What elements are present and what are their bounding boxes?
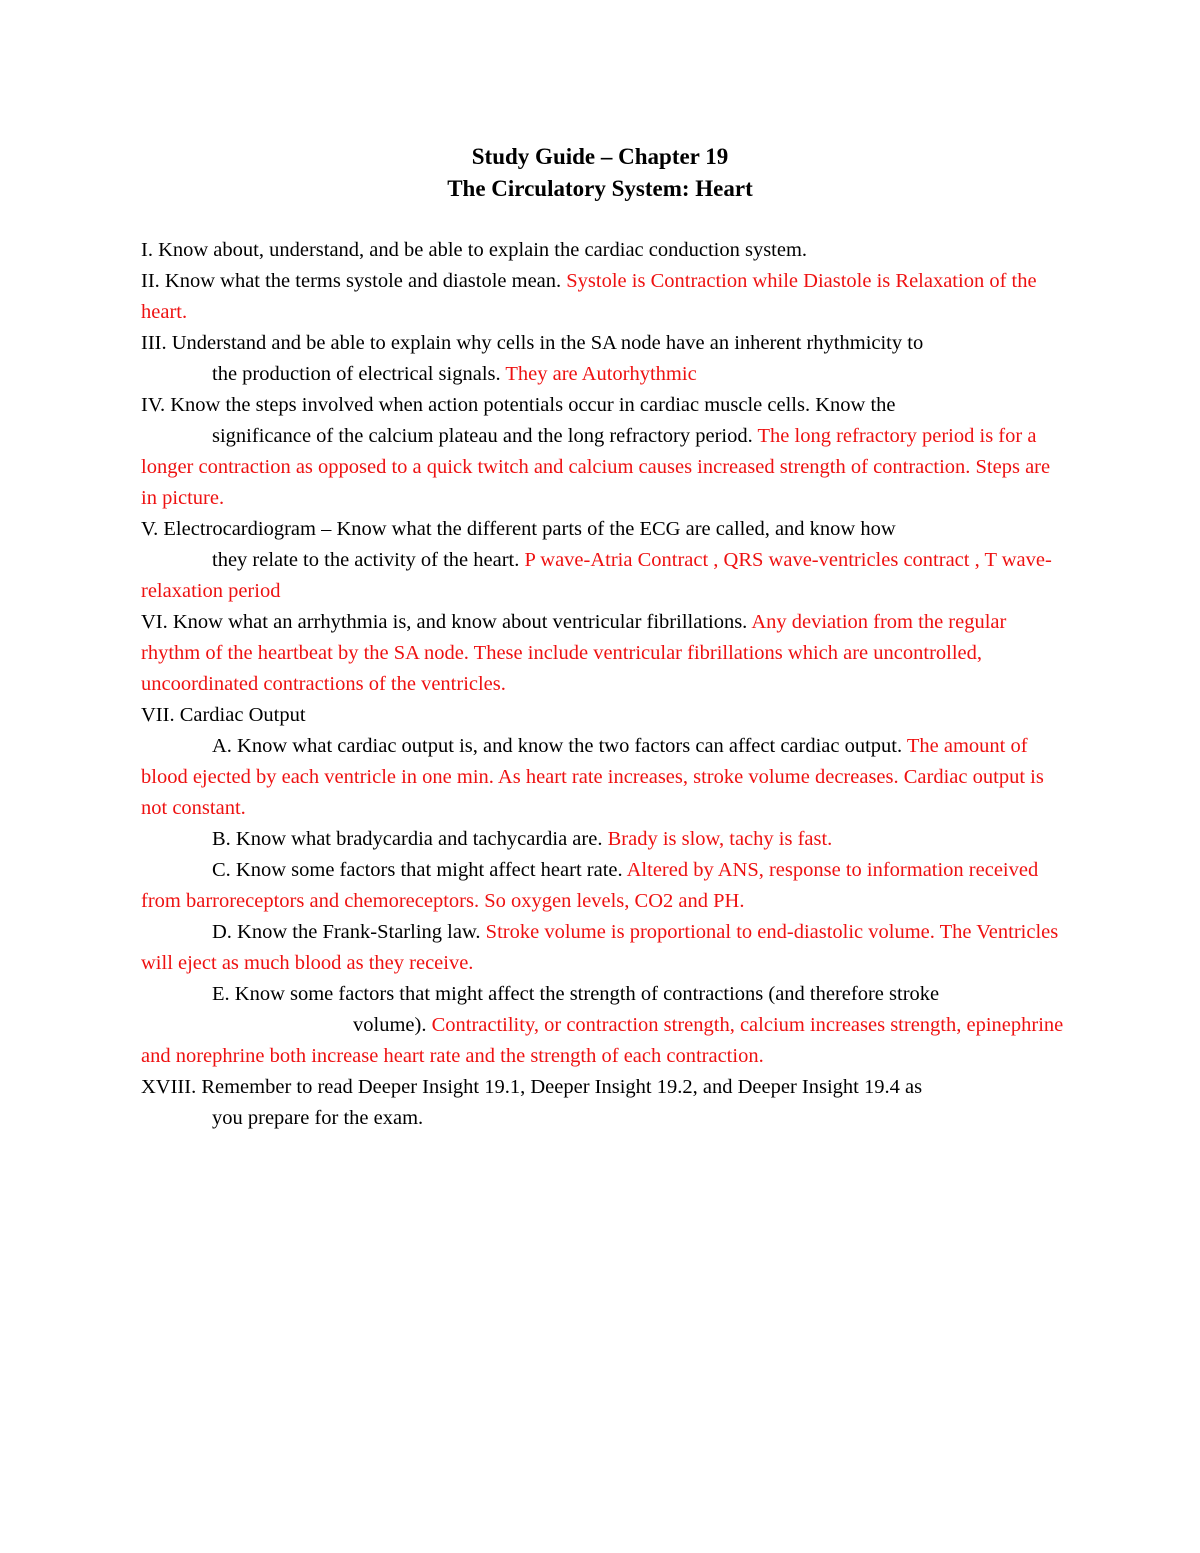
item-vii-a-question: A. Know what cardiac output is, and know the two factors can affect cardiac output. [212, 735, 903, 757]
item-xviii-question-line2: you prepare for the exam. [212, 1107, 424, 1129]
item-vii-heading [141, 700, 1066, 731]
item-vii-a-answer: The amount of blood ejected by each ventricle in one min. As heart rate increases, stroke volume decreases. Cardiac output is not constant. [141, 735, 1044, 819]
item-vii-c-question: C. Know some factors that might affect heart rate. [212, 859, 623, 881]
item-iv-question-line1: IV. Know the steps involved when action potentials occur in cardiac muscle cells. Know the [141, 394, 896, 416]
item-iv-answer: The long refractory period is for a longer contraction as opposed to a quick twitch and calcium causes increased strength of contraction. Steps are in picture. [141, 425, 1051, 509]
title-line-1: Study Guide – Chapter 19 [471, 144, 729, 169]
item-iv-question-line2: significance of the calcium plateau and the long refractory period. [212, 425, 753, 447]
item-vi-answer: Any deviation from the regular rhythm of the heartbeat by the SA node. These include ventricular fibrillations which are uncontrolled, uncoordinated contractions of the ventricles. [141, 611, 1007, 695]
item-iii-answer: They are Autorhythmic [505, 363, 697, 385]
item-vii-a [141, 731, 1066, 824]
item-vii-d-question: D. Know the Frank-Starling law. [212, 921, 481, 943]
item-vii-b [141, 824, 1066, 855]
item-vii-e-question-line2: volume). [353, 1014, 427, 1036]
document-title [0, 141, 1200, 205]
item-ii [141, 266, 1066, 328]
item-i [141, 235, 1066, 266]
item-vii-d-answer: Stroke volume is proportional to end-diastolic volume. The Ventricles will eject as much blood as they receive. [141, 921, 1059, 974]
item-vii-e-question-line1: E. Know some factors that might affect the strength of contractions (and therefore stroke [212, 983, 940, 1005]
item-i-question: I. Know about, understand, and be able to explain the cardiac conduction system. [141, 239, 808, 261]
item-vii-b-question: B. Know what bradycardia and tachycardia are. [212, 828, 603, 850]
item-vi [141, 607, 1066, 700]
item-vii-b-answer: Brady is slow, tachy is fast. [607, 828, 833, 850]
item-xviii [141, 1072, 1066, 1134]
item-vii-d [141, 917, 1066, 979]
item-xviii-question-line1: XVIII. Remember to read Deeper Insight 19.1, Deeper Insight 19.2, and Deeper Insight 19.4 as [141, 1076, 923, 1098]
item-ii-question: II. Know what the terms systole and diastole mean. [141, 270, 562, 292]
item-vii-heading-text: VII. Cardiac Output [141, 704, 306, 726]
item-v-question-line2: they relate to the activity of the heart. [212, 549, 520, 571]
item-vii-e [141, 979, 1066, 1072]
study-guide-body [141, 235, 1066, 1134]
item-vii-c-answer: Altered by ANS, response to information received from barroreceptors and chemoreceptors. So oxygen levels, CO2 and PH. [141, 859, 1039, 912]
item-v [141, 514, 1066, 607]
item-iii-question-line2: the production of electrical signals. [212, 363, 501, 385]
title-line-2: The Circulatory System: Heart [447, 176, 753, 201]
item-iii [141, 328, 1066, 390]
item-v-answer: P wave-Atria Contract , QRS wave-ventricles contract , T wave-relaxation period [141, 549, 1052, 602]
item-ii-answer: Systole is Contraction while Diastole is Relaxation of the heart. [141, 270, 1037, 323]
item-iii-question-line1: III. Understand and be able to explain why cells in the SA node have an inherent rhythmicity to [141, 332, 924, 354]
item-vii-e-answer: Contractility, or contraction strength, calcium increases strength, epinephrine and norephrine both increase heart rate and the strength of each contraction. [141, 1014, 1064, 1067]
item-v-question-line1: V. Electrocardiogram – Know what the different parts of the ECG are called, and know how [141, 518, 896, 540]
item-iv [141, 390, 1066, 514]
item-vi-question: VI. Know what an arrhythmia is, and know about ventricular fibrillations. [141, 611, 748, 633]
item-vii-c [141, 855, 1066, 917]
